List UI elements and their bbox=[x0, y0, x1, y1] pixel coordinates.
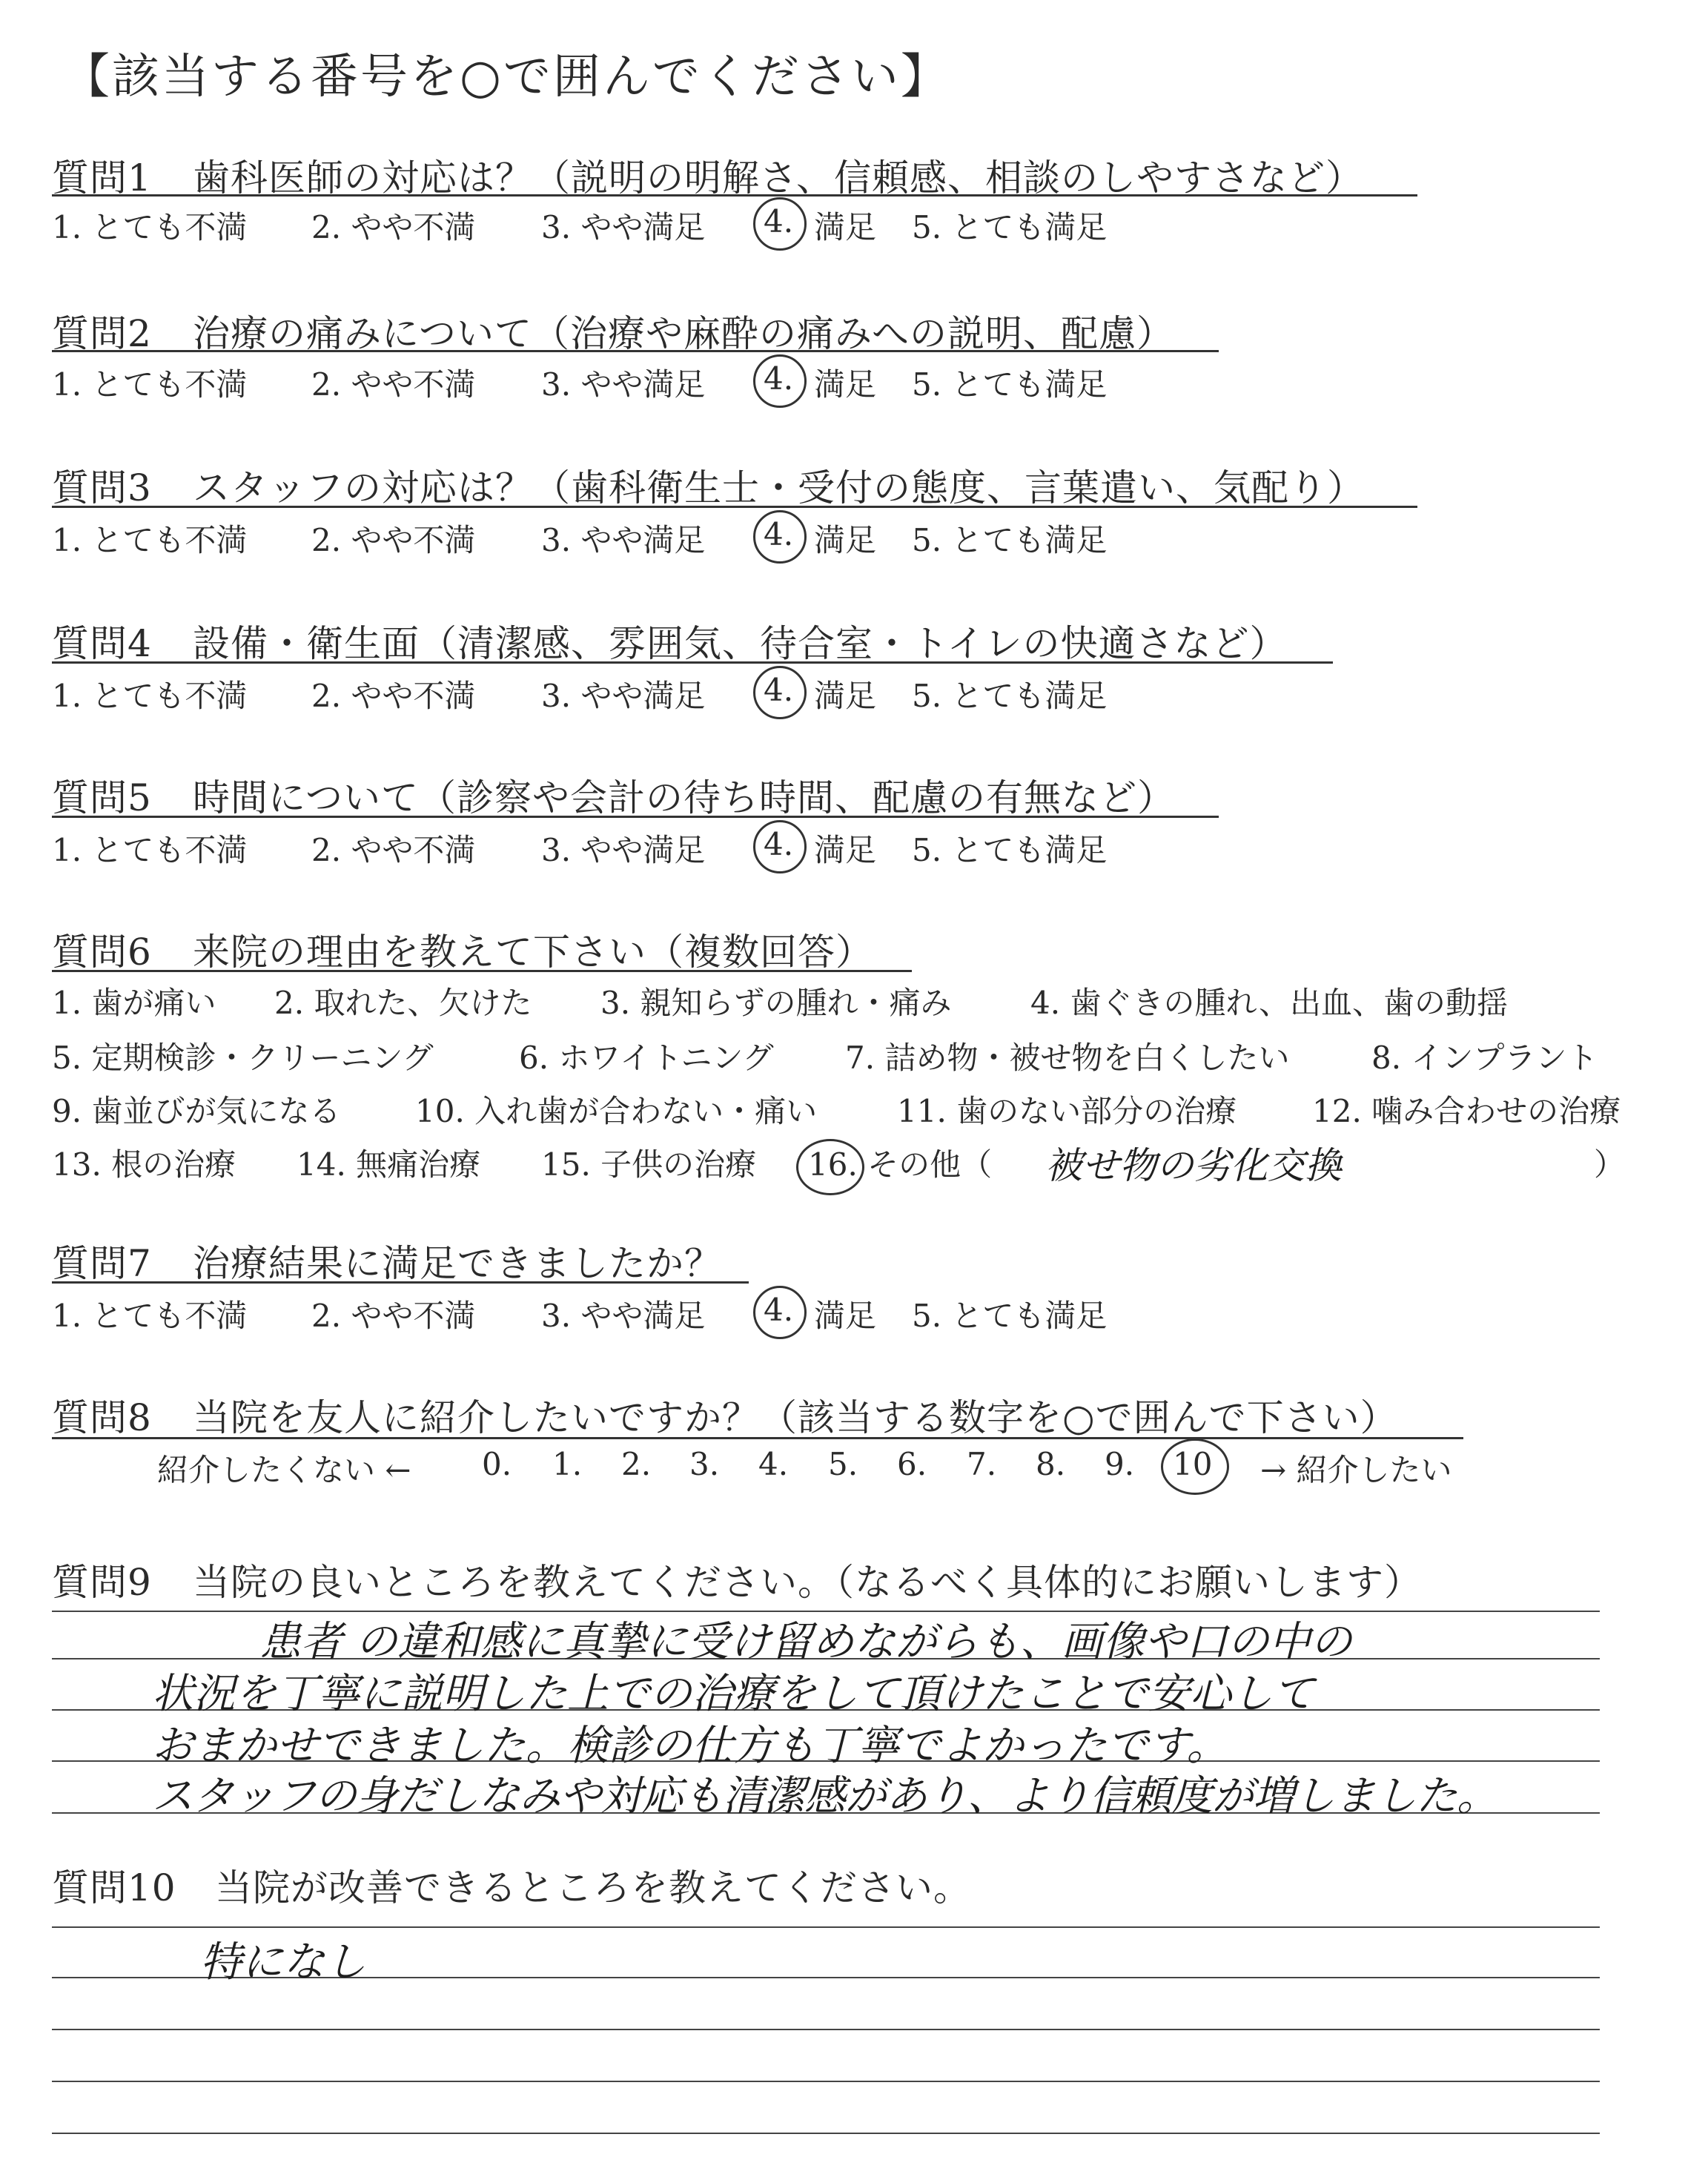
answer-line bbox=[52, 2029, 1600, 2030]
question-text: 当院を友人に紹介したいですか？（該当する数字を○で囲んで下さい） bbox=[193, 1396, 1398, 1439]
recommend-3[interactable]: 3. bbox=[689, 1446, 720, 1482]
reason-15[interactable]: 15. 子供の治療 bbox=[541, 1146, 757, 1183]
option-4-selected[interactable]: 4. bbox=[764, 203, 794, 240]
option-5[interactable]: 5. とても満足 bbox=[912, 366, 1108, 403]
option-2[interactable]: 2. やや不満 bbox=[311, 1298, 476, 1334]
question-number: 質問3 bbox=[52, 466, 152, 509]
recommend-1[interactable]: 1. bbox=[552, 1446, 583, 1482]
reason-4[interactable]: 4. 歯ぐきの腫れ、出血、歯の動揺 bbox=[1030, 985, 1508, 1021]
option-1[interactable]: 1. とても不満 bbox=[52, 366, 248, 403]
option-1[interactable]: 1. とても不満 bbox=[52, 1298, 248, 1334]
option-4-selected[interactable]: 4. bbox=[764, 672, 794, 708]
question-text: スタッフの対応は？（歯科衛生士・受付の態度、言葉遣い、気配り） bbox=[193, 466, 1365, 509]
recommend-2[interactable]: 2. bbox=[621, 1446, 652, 1482]
question-text: 歯科医師の対応は？（説明の明解さ、信頼感、相談のしやすさなど） bbox=[193, 156, 1363, 199]
option-5[interactable]: 5. とても満足 bbox=[912, 678, 1108, 714]
option-2[interactable]: 2. やや不満 bbox=[311, 366, 476, 403]
option-4-label: 満足 bbox=[814, 366, 877, 403]
question-6-heading bbox=[52, 922, 873, 976]
question-number: 質問1 bbox=[52, 156, 152, 199]
option-4-selected[interactable]: 4. bbox=[764, 360, 794, 397]
option-3[interactable]: 3. やや満足 bbox=[541, 366, 706, 403]
recommend-8[interactable]: 8. bbox=[1036, 1446, 1066, 1482]
question-4-heading bbox=[52, 614, 1288, 667]
question-number: 質問2 bbox=[52, 312, 152, 355]
option-3[interactable]: 3. やや満足 bbox=[541, 522, 706, 558]
question-text: 当院の良いところを教えてください。（なるべく具体的にお願いします） bbox=[193, 1561, 1422, 1604]
question-10-heading bbox=[52, 1858, 971, 1912]
option-2[interactable]: 2. やや不満 bbox=[311, 522, 476, 558]
q9-answer-line-3: おまかせできました。検診の仕方も丁寧でよかったです。 bbox=[152, 1722, 1228, 1770]
reason-14[interactable]: 14. 無痛治療 bbox=[297, 1146, 481, 1183]
recommend-0[interactable]: 0. bbox=[482, 1446, 512, 1482]
question-9-heading bbox=[52, 1553, 1422, 1606]
question-5-heading bbox=[52, 768, 1175, 822]
reason-3[interactable]: 3. 親知らずの腫れ・痛み bbox=[600, 985, 952, 1021]
recommend-right-label: → 紹介したい bbox=[1260, 1452, 1452, 1488]
question-number: 質問7 bbox=[52, 1242, 152, 1285]
q10-answer: 特になし bbox=[200, 1938, 366, 1986]
question-8-heading bbox=[52, 1388, 1398, 1441]
form-title: 【該当する番号を○で囲んでください】 bbox=[62, 50, 950, 105]
option-2[interactable]: 2. やや不満 bbox=[311, 678, 476, 714]
recommend-6[interactable]: 6. bbox=[897, 1446, 927, 1482]
question-text: 来院の理由を教えて下さい（複数回答） bbox=[193, 931, 873, 974]
reason-16-selected[interactable]: 16. その他（ bbox=[808, 1146, 993, 1183]
question-number: 質問10 bbox=[52, 1866, 176, 1909]
reason-7[interactable]: 7. 詰め物・被せ物を白くしたい bbox=[845, 1040, 1290, 1076]
recommend-9[interactable]: 9. bbox=[1105, 1446, 1135, 1482]
option-4-label: 満足 bbox=[814, 678, 877, 714]
option-2[interactable]: 2. やや不満 bbox=[311, 209, 476, 245]
question-number: 質問4 bbox=[52, 622, 152, 665]
option-5[interactable]: 5. とても満足 bbox=[912, 832, 1108, 868]
reason-5[interactable]: 5. 定期検診・クリーニング bbox=[52, 1040, 434, 1076]
option-4-selected[interactable]: 4. bbox=[764, 516, 794, 552]
option-5[interactable]: 5. とても満足 bbox=[912, 1298, 1108, 1334]
option-1[interactable]: 1. とても不満 bbox=[52, 209, 248, 245]
option-3[interactable]: 3. やや満足 bbox=[541, 832, 706, 868]
recommend-7[interactable]: 7. bbox=[967, 1446, 997, 1482]
option-3[interactable]: 3. やや満足 bbox=[541, 1298, 706, 1334]
question-text: 設備・衛生面（清潔感、雰囲気、待合室・トイレの快適さなど） bbox=[193, 622, 1288, 665]
reason-11[interactable]: 11. 歯のない部分の治療 bbox=[897, 1093, 1237, 1129]
option-4-label: 満足 bbox=[814, 832, 877, 868]
question-underline bbox=[52, 1437, 1463, 1439]
question-3-heading bbox=[52, 458, 1365, 512]
reason-8[interactable]: 8. インプラント bbox=[1371, 1040, 1598, 1076]
question-underline bbox=[52, 816, 1219, 818]
option-4-label: 満足 bbox=[814, 1298, 877, 1334]
option-2[interactable]: 2. やや不満 bbox=[311, 832, 476, 868]
question-text: 治療の痛みについて（治療や麻酔の痛みへの説明、配慮） bbox=[193, 312, 1174, 355]
reason-1[interactable]: 1. 歯が痛い bbox=[52, 985, 216, 1021]
option-3[interactable]: 3. やや満足 bbox=[541, 678, 706, 714]
reason-10[interactable]: 10. 入れ歯が合わない・痛い bbox=[415, 1093, 818, 1129]
question-text: 治療結果に満足できましたか？ bbox=[193, 1242, 722, 1285]
question-underline bbox=[52, 970, 912, 972]
option-4-label: 満足 bbox=[814, 209, 877, 245]
answer-line bbox=[52, 1926, 1600, 1928]
question-text: 当院が改善できるところを教えてください。 bbox=[215, 1866, 971, 1909]
option-4-label: 満足 bbox=[814, 522, 877, 558]
question-underline bbox=[52, 350, 1219, 352]
option-4-selected[interactable]: 4. bbox=[764, 1292, 794, 1328]
question-number: 質問9 bbox=[52, 1561, 152, 1604]
question-text: 時間について（診察や会計の待ち時間、配慮の有無など） bbox=[193, 776, 1175, 819]
option-3[interactable]: 3. やや満足 bbox=[541, 209, 706, 245]
question-7-heading bbox=[52, 1234, 722, 1287]
recommend-5[interactable]: 5. bbox=[828, 1446, 858, 1482]
option-1[interactable]: 1. とても不満 bbox=[52, 678, 248, 714]
q9-answer-line-1: 患者 の違和感に真摯に受け留めながらも、画像や口の中の bbox=[259, 1618, 1352, 1666]
option-5[interactable]: 5. とても満足 bbox=[912, 522, 1108, 558]
answer-line bbox=[52, 2133, 1600, 2134]
question-number: 質問8 bbox=[52, 1396, 152, 1439]
option-4-selected[interactable]: 4. bbox=[764, 826, 794, 862]
reason-2[interactable]: 2. 取れた、欠けた bbox=[274, 985, 532, 1021]
reason-9[interactable]: 9. 歯並びが気になる bbox=[52, 1093, 341, 1129]
reason-other-close-paren: ） bbox=[1594, 1146, 1626, 1183]
option-1[interactable]: 1. とても不満 bbox=[52, 522, 248, 558]
question-underline bbox=[52, 661, 1333, 664]
recommend-4[interactable]: 4. bbox=[758, 1446, 789, 1482]
reason-12[interactable]: 12. 噛み合わせの治療 bbox=[1312, 1093, 1621, 1129]
answer-line bbox=[52, 2081, 1600, 2082]
option-5[interactable]: 5. とても満足 bbox=[912, 209, 1108, 245]
recommend-10-selected[interactable]: 10 bbox=[1173, 1446, 1213, 1482]
q9-answer-line-4: スタッフの身だしなみや対応も清潔感があり、より信頼度が増しました。 bbox=[152, 1772, 1497, 1820]
reason-13[interactable]: 13. 根の治療 bbox=[52, 1146, 236, 1183]
question-underline bbox=[52, 506, 1417, 508]
question-underline bbox=[52, 1281, 749, 1284]
question-underline bbox=[52, 194, 1417, 196]
question-number: 質問5 bbox=[52, 776, 152, 819]
reason-6[interactable]: 6. ホワイトニング bbox=[519, 1040, 774, 1076]
q9-answer-line-2: 状況を丁寧に説明した上での治療をして頂けたことで安心して bbox=[152, 1670, 1314, 1718]
question-number: 質問6 bbox=[52, 931, 152, 974]
recommend-left-label: 紹介したくない ← bbox=[157, 1452, 411, 1488]
reason-other-handwritten: 被せ物の劣化交換 bbox=[1045, 1144, 1342, 1187]
option-1[interactable]: 1. とても不満 bbox=[52, 832, 248, 868]
